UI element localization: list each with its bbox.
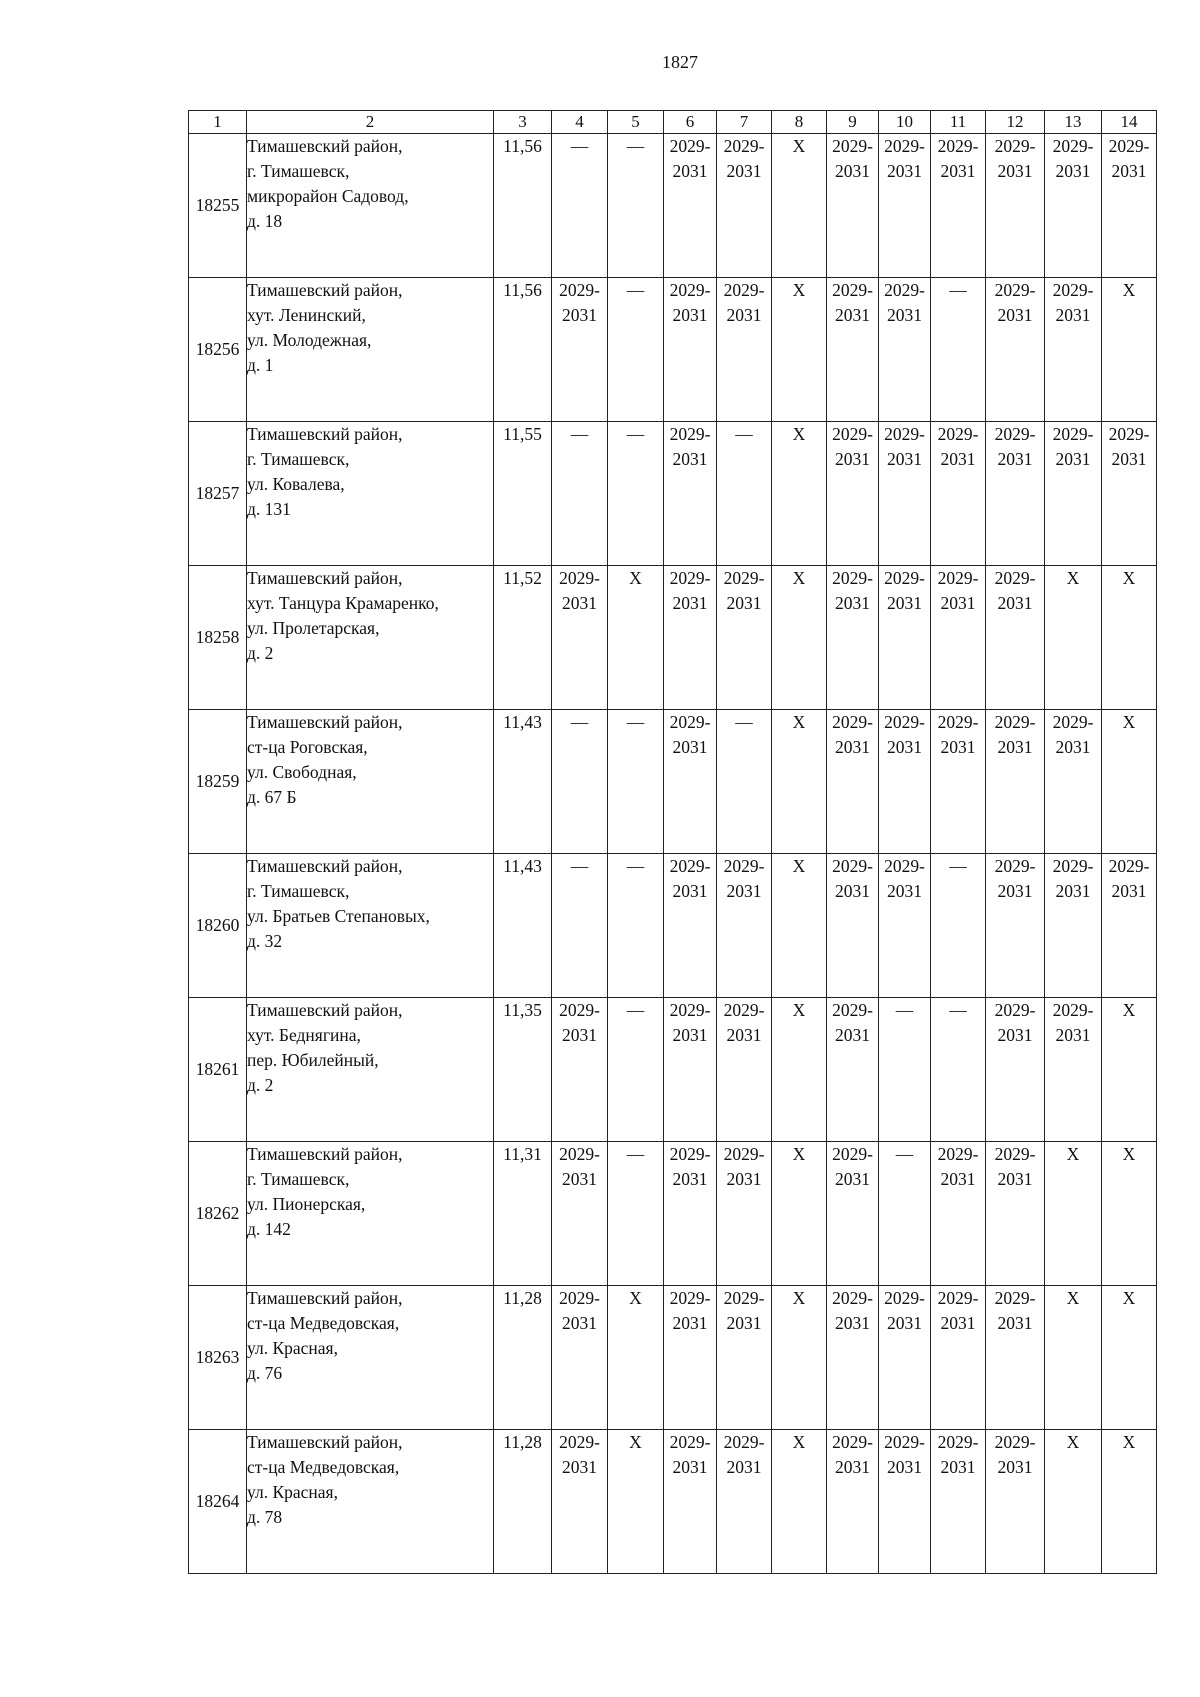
period-cell: 2029- 2031 [1045,710,1102,854]
address-line: д. 67 Б [247,787,297,807]
column-header: 1 [189,111,247,134]
period-cell: — [552,134,608,278]
column-header: 3 [494,111,552,134]
area-value: 11,55 [494,422,552,566]
period-cell: X [1102,1430,1157,1574]
period-cell: 2029- 2031 [552,1430,608,1574]
period-cell: X [608,1286,664,1430]
period-cell: 2029- 2031 [717,854,772,998]
table-row [189,710,1157,854]
period-cell: 2029- 2031 [1045,998,1102,1142]
period-cell: 2029- 2031 [879,1286,931,1430]
period-cell: 2029- 2031 [827,278,879,422]
period-cell: 2029- 2031 [931,1430,986,1574]
period-cell: — [552,710,608,854]
address-line: Тимашевский район, [247,1144,403,1164]
period-cell: 2029- 2031 [879,278,931,422]
period-cell: X [772,854,827,998]
table-header-row [189,111,1157,134]
address-line: ул. Пролетарская, [247,618,380,638]
period-cell: 2029- 2031 [664,278,717,422]
period-cell: — [552,854,608,998]
address-line: ст-ца Медведовская, [247,1313,400,1333]
period-cell: X [608,1430,664,1574]
period-cell: 2029- 2031 [717,1430,772,1574]
address-line: д. 142 [247,1219,291,1239]
period-cell: — [879,998,931,1142]
column-header: 12 [986,111,1045,134]
period-cell: 2029- 2031 [552,998,608,1142]
table-row [189,278,1157,422]
period-cell: 2029- 2031 [986,998,1045,1142]
row-number: 18261 [189,998,247,1142]
period-cell: 2029- 2031 [552,1142,608,1286]
period-cell: 2029- 2031 [552,1286,608,1430]
table-row [189,566,1157,710]
page-number: 1827 [662,52,698,72]
period-cell: X [772,134,827,278]
row-number: 18263 [189,1286,247,1430]
period-cell: — [608,278,664,422]
period-cell: 2029- 2031 [986,854,1045,998]
address-line: хут. Беднягина, [247,1025,361,1045]
row-number: 18259 [189,710,247,854]
period-cell: 2029- 2031 [717,566,772,710]
row-number: 18260 [189,854,247,998]
area-value: 11,43 [494,710,552,854]
address-line: Тимашевский район, [247,712,403,732]
period-cell: 2029- 2031 [664,710,717,854]
period-cell: 2029- 2031 [827,1286,879,1430]
table-row [189,1142,1157,1286]
column-header: 10 [879,111,931,134]
period-cell: — [717,710,772,854]
period-cell: 2029- 2031 [664,998,717,1142]
period-cell: 2029- 2031 [931,422,986,566]
period-cell: — [931,998,986,1142]
address-line: д. 76 [247,1363,283,1383]
period-cell: 2029- 2031 [717,1286,772,1430]
area-value: 11,31 [494,1142,552,1286]
period-cell: 2029- 2031 [552,566,608,710]
address-cell [247,854,494,998]
address-line: ул. Красная, [247,1482,338,1502]
period-cell: 2029- 2031 [827,710,879,854]
period-cell: X [772,1430,827,1574]
period-cell: X [1102,278,1157,422]
period-cell: 2029- 2031 [1045,422,1102,566]
period-cell: X [772,998,827,1142]
address-line: Тимашевский район, [247,280,403,300]
period-cell: 2029- 2031 [879,710,931,854]
period-cell: 2029- 2031 [827,1430,879,1574]
period-cell: 2029- 2031 [664,1142,717,1286]
column-header: 2 [247,111,494,134]
address-line: г. Тимашевск, [247,161,350,181]
address-line: ул. Молодежная, [247,330,372,350]
address-line: Тимашевский район, [247,424,403,444]
period-cell: — [608,998,664,1142]
row-number: 18264 [189,1430,247,1574]
period-cell: — [931,278,986,422]
address-line: ул. Пионерская, [247,1194,366,1214]
period-cell: 2029- 2031 [986,1286,1045,1430]
column-header: 9 [827,111,879,134]
column-header: 4 [552,111,608,134]
period-cell: 2029- 2031 [1102,854,1157,998]
row-number: 18257 [189,422,247,566]
table-row [189,998,1157,1142]
period-cell: 2029- 2031 [827,998,879,1142]
period-cell: 2029- 2031 [1102,134,1157,278]
period-cell: X [772,566,827,710]
address-line: Тимашевский район, [247,856,403,876]
period-cell: 2029- 2031 [986,422,1045,566]
row-number: 18255 [189,134,247,278]
address-line: ул. Братьев Степановых, [247,906,430,926]
period-cell: X [772,1142,827,1286]
address-line: ул. Ковалева, [247,474,345,494]
period-cell: 2029- 2031 [1045,278,1102,422]
address-line: д. 32 [247,931,283,951]
period-cell: X [1102,998,1157,1142]
address-line: д. 78 [247,1507,283,1527]
period-cell: 2029- 2031 [717,998,772,1142]
column-header: 14 [1102,111,1157,134]
period-cell: X [1045,566,1102,710]
area-value: 11,28 [494,1286,552,1430]
area-value: 11,56 [494,134,552,278]
column-header: 7 [717,111,772,134]
period-cell: 2029- 2031 [664,1430,717,1574]
row-number: 18256 [189,278,247,422]
address-line: Тимашевский район, [247,568,403,588]
period-cell: — [608,134,664,278]
address-cell [247,422,494,566]
period-cell: 2029- 2031 [986,134,1045,278]
period-cell: — [608,854,664,998]
period-cell: X [608,566,664,710]
period-cell: — [608,1142,664,1286]
period-cell: 2029- 2031 [986,1142,1045,1286]
period-cell: 2029- 2031 [879,422,931,566]
period-cell: 2029- 2031 [664,422,717,566]
period-cell: — [552,422,608,566]
period-cell: X [1102,710,1157,854]
address-line: хут. Танцура Крамаренко, [247,593,439,613]
period-cell: 2029- 2031 [1045,134,1102,278]
period-cell: X [1102,1142,1157,1286]
period-cell: — [717,422,772,566]
period-cell: 2029- 2031 [664,566,717,710]
period-cell: 2029- 2031 [986,710,1045,854]
period-cell: — [879,1142,931,1286]
address-line: Тимашевский район, [247,136,403,156]
row-number: 18262 [189,1142,247,1286]
table-row [189,134,1157,278]
period-cell: 2029- 2031 [879,854,931,998]
address-cell [247,1430,494,1574]
period-cell: 2029- 2031 [664,1286,717,1430]
address-line: д. 2 [247,1075,274,1095]
address-line: д. 18 [247,211,283,231]
column-header: 8 [772,111,827,134]
period-cell: 2029- 2031 [1045,854,1102,998]
period-cell: 2029- 2031 [717,134,772,278]
period-cell: 2029- 2031 [827,422,879,566]
period-cell: 2029- 2031 [986,1430,1045,1574]
address-line: хут. Ленинский, [247,305,366,325]
period-cell: 2029- 2031 [717,1142,772,1286]
period-cell: 2029- 2031 [931,1286,986,1430]
period-cell: 2029- 2031 [1102,422,1157,566]
period-cell: X [1045,1142,1102,1286]
address-line: ст-ца Роговская, [247,737,368,757]
area-value: 11,28 [494,1430,552,1574]
address-cell [247,710,494,854]
address-line: Тимашевский район, [247,1432,403,1452]
period-cell: X [1045,1286,1102,1430]
period-cell: X [1102,566,1157,710]
address-line: микрорайон Садовод, [247,186,409,206]
address-line: д. 2 [247,643,274,663]
table-row [189,1430,1157,1574]
address-line: ст-ца Медведовская, [247,1457,400,1477]
address-line: г. Тимашевск, [247,1169,350,1189]
address-line: г. Тимашевск, [247,881,350,901]
registry-table [188,110,1157,1574]
table-row [189,1286,1157,1430]
period-cell: 2029- 2031 [717,278,772,422]
table-body [189,134,1157,1574]
address-line: ул. Красная, [247,1338,338,1358]
column-header: 13 [1045,111,1102,134]
period-cell: X [1102,1286,1157,1430]
area-value: 11,56 [494,278,552,422]
column-header: 11 [931,111,986,134]
area-value: 11,52 [494,566,552,710]
address-line: Тимашевский район, [247,1288,403,1308]
period-cell: 2029- 2031 [931,134,986,278]
table-row [189,854,1157,998]
address-line: г. Тимашевск, [247,449,350,469]
address-cell [247,566,494,710]
period-cell: 2029- 2031 [664,854,717,998]
period-cell: 2029- 2031 [879,134,931,278]
address-line: ул. Свободная, [247,762,357,782]
period-cell: 2029- 2031 [827,134,879,278]
period-cell: — [931,854,986,998]
address-cell [247,1286,494,1430]
area-value: 11,35 [494,998,552,1142]
period-cell: 2029- 2031 [827,854,879,998]
address-line: д. 1 [247,355,274,375]
table-row [189,422,1157,566]
period-cell: — [608,710,664,854]
address-line: д. 131 [247,499,291,519]
period-cell: 2029- 2031 [986,278,1045,422]
period-cell: 2029- 2031 [879,566,931,710]
period-cell: X [772,1286,827,1430]
period-cell: X [772,422,827,566]
column-header: 6 [664,111,717,134]
column-header: 5 [608,111,664,134]
period-cell: X [1045,1430,1102,1574]
period-cell: 2029- 2031 [931,1142,986,1286]
area-value: 11,43 [494,854,552,998]
address-cell [247,998,494,1142]
period-cell: 2029- 2031 [931,710,986,854]
period-cell: 2029- 2031 [931,566,986,710]
period-cell: X [772,278,827,422]
period-cell: 2029- 2031 [879,1430,931,1574]
address-line: пер. Юбилейный, [247,1050,379,1070]
period-cell: 2029- 2031 [664,134,717,278]
period-cell: 2029- 2031 [986,566,1045,710]
period-cell: 2029- 2031 [827,566,879,710]
period-cell: — [608,422,664,566]
period-cell: X [772,710,827,854]
row-number: 18258 [189,566,247,710]
address-cell [247,278,494,422]
address-cell [247,134,494,278]
address-line: Тимашевский район, [247,1000,403,1020]
period-cell: 2029- 2031 [827,1142,879,1286]
period-cell: 2029- 2031 [552,278,608,422]
address-cell [247,1142,494,1286]
